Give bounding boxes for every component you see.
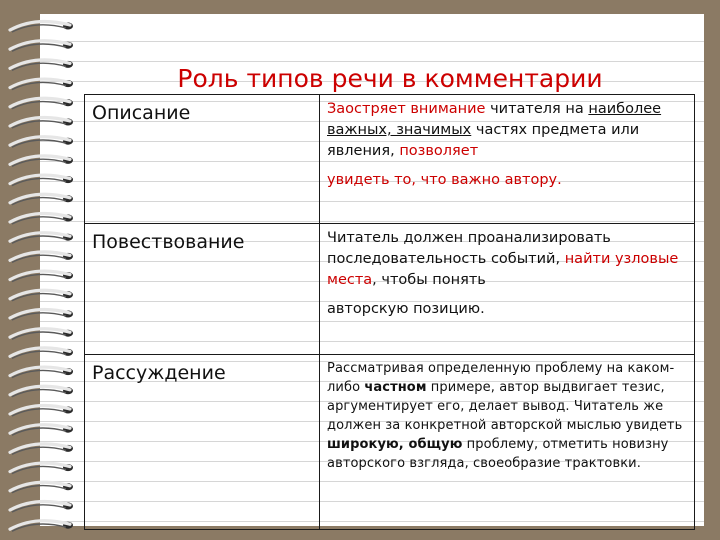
speech-type-narration: Повествование <box>85 224 320 355</box>
narration-text: Читатель должен проанализировать последовательность событий, найти узловые места, чтобы понять авторскую позицию. <box>320 224 695 355</box>
reasoning-text: Рассматривая определенную проблему на каком-либо частном примере, автор выдвигает тезис, аргументирует его, делает вывод. Читатель же должен за конкретной авторской мыслью увидеть широкую, общую проблему, отметить новизну авторского взгляда, своеобразие трактовки. <box>320 355 695 530</box>
page-title: Роль типов речи в комментарии <box>177 64 603 93</box>
table-row <box>85 224 695 355</box>
spiral-binding-icon <box>6 0 86 540</box>
speech-types-table <box>84 94 695 530</box>
speech-type-description: Описание <box>85 95 320 224</box>
table-row <box>85 355 695 530</box>
speech-type-reasoning: Рассуждение <box>85 355 320 530</box>
description-text: Заостряет внимание читателя на наиболее важных, значимых частях предмета или явления, позволяет увидеть то, что важно автору. <box>320 95 695 224</box>
table-row <box>85 95 695 224</box>
